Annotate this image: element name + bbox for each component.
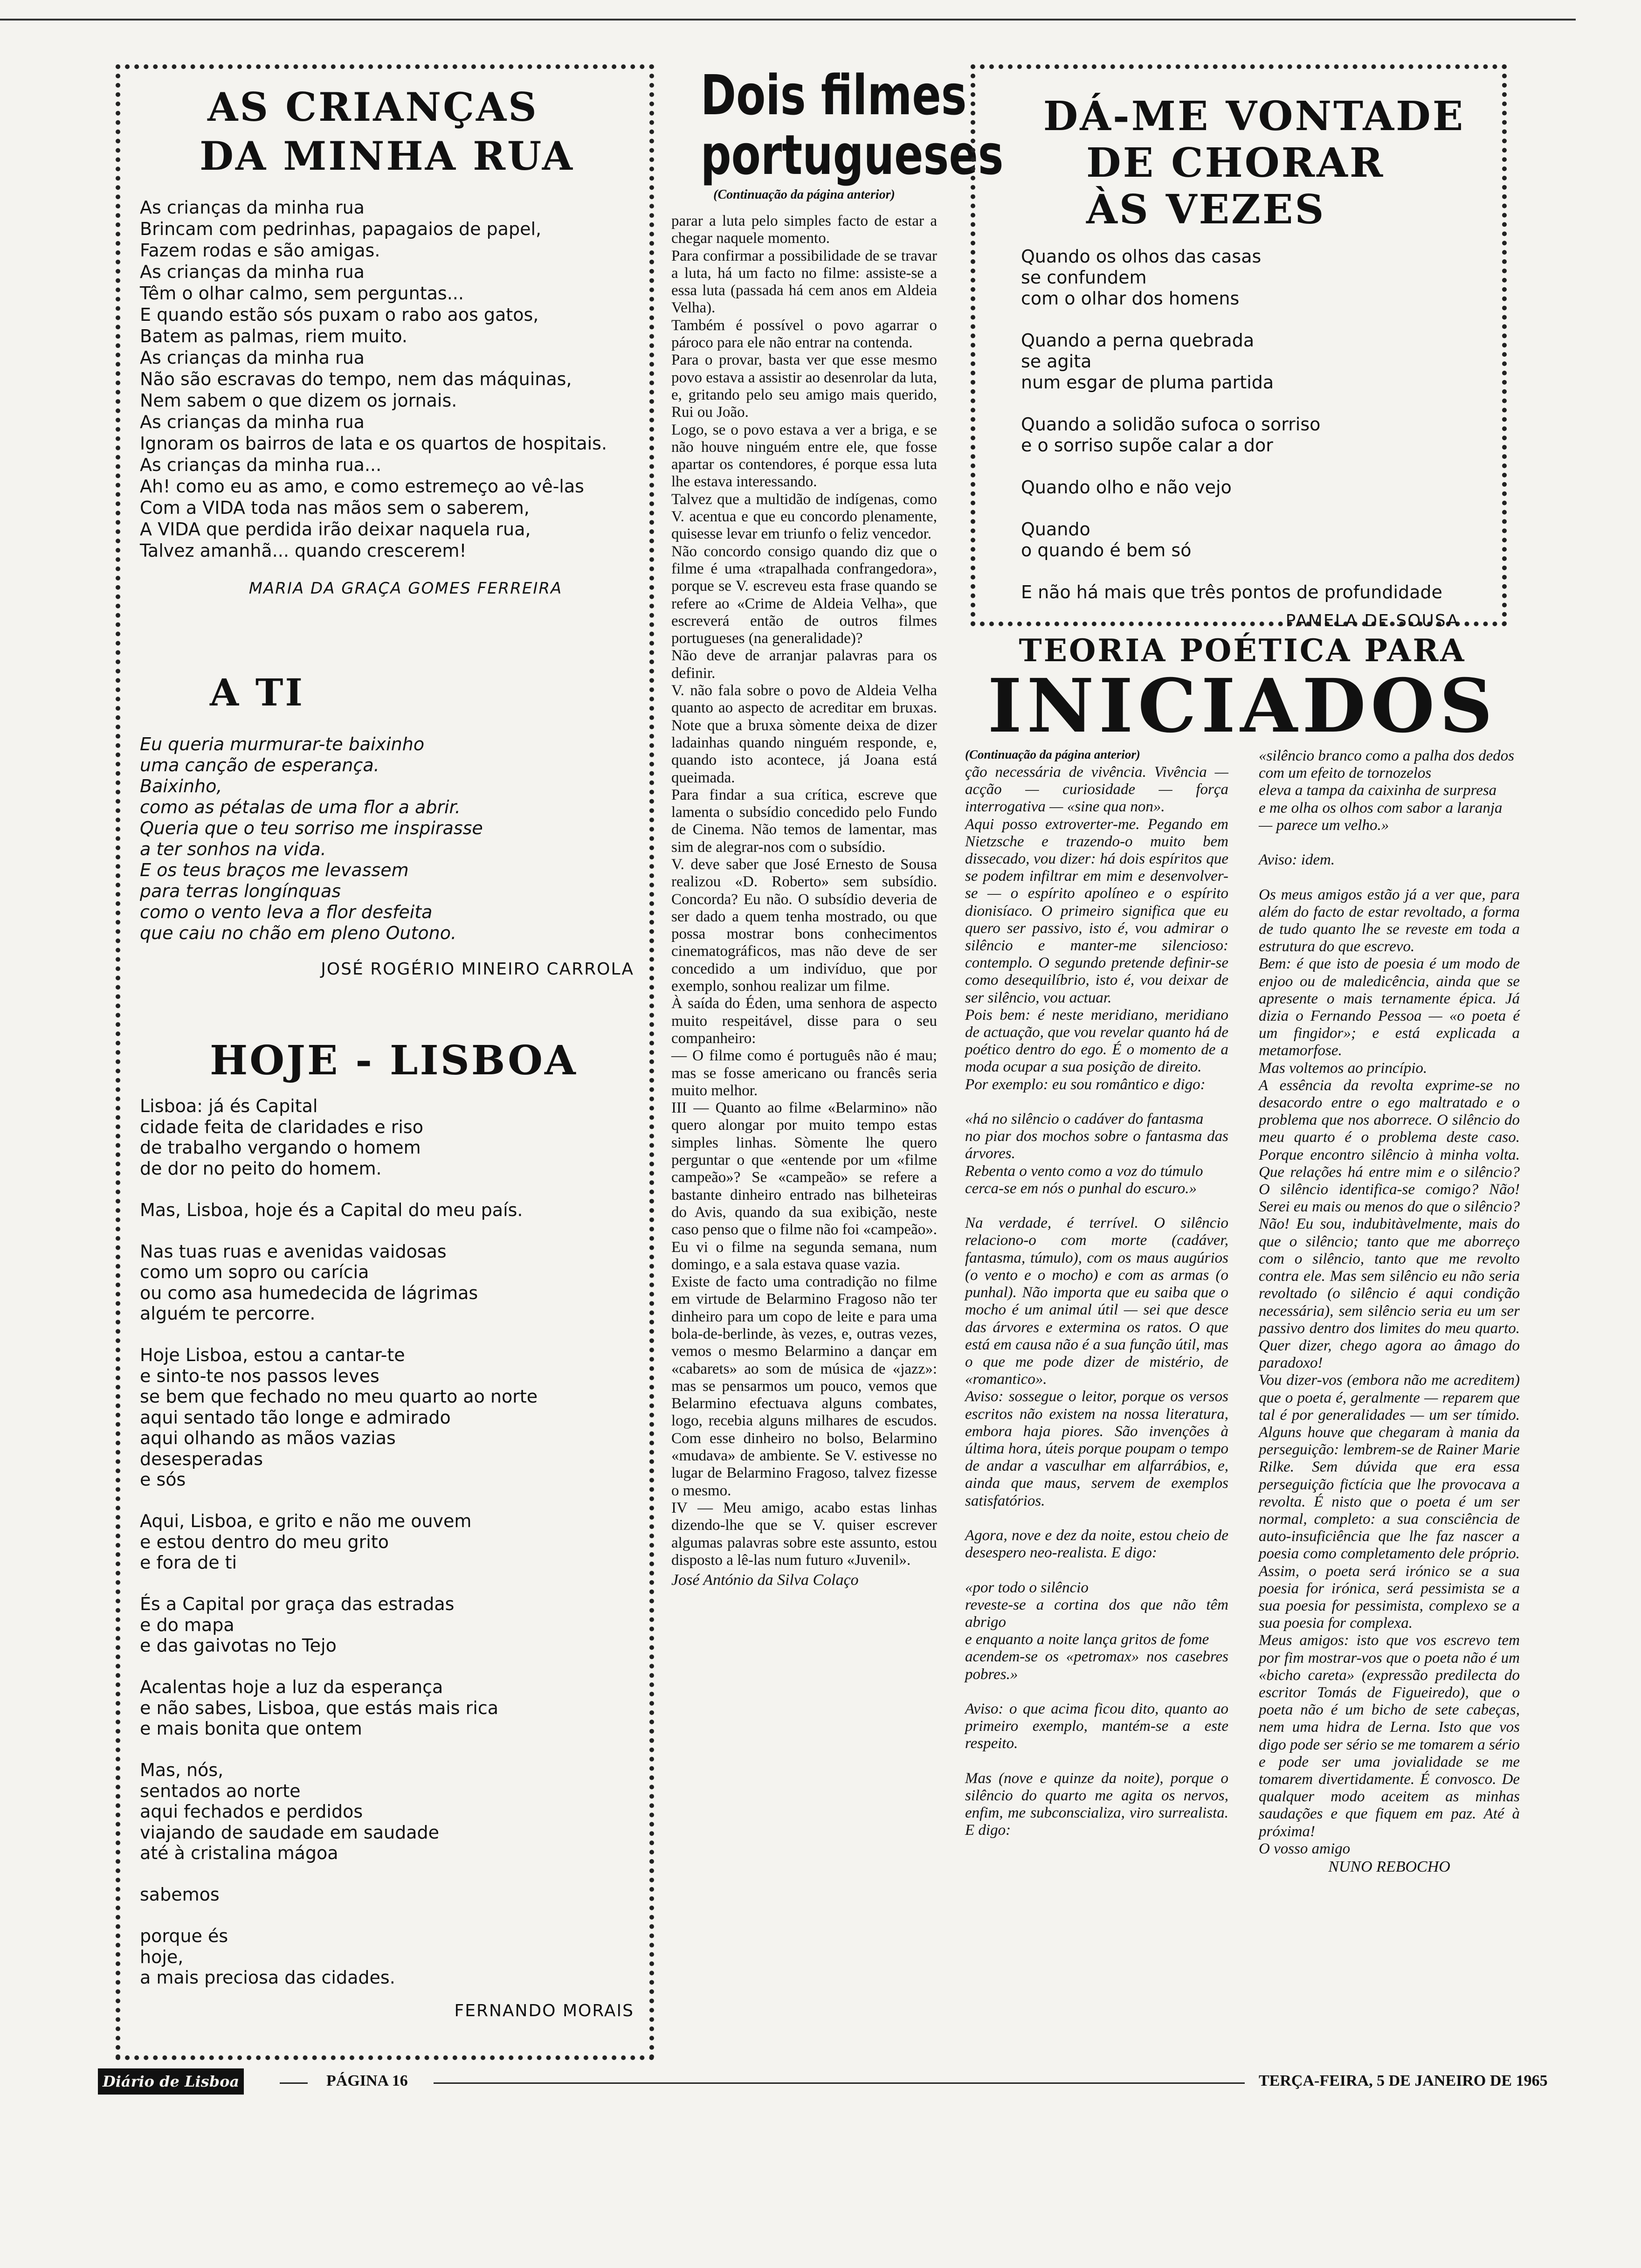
article-author: NUNO REBOCHO: [1328, 1858, 1450, 1875]
top-rule: [0, 19, 1576, 21]
poem-title-line1: DÁ-ME VONTADE: [1043, 93, 1465, 140]
poem-author: FERNANDO MORAIS: [454, 2001, 634, 2020]
continuation-note: (Continuação da página anterior): [713, 187, 895, 202]
masthead-logo: Diário de Lisboa: [98, 2068, 244, 2095]
article-body: parar a luta pelo simples facto de estar a chegar naquele momento. Para confirmar a possibilidade de se travar a luta, há um facto no filme: assiste-se a essa luta (passada há cem anos em Aldeia Velha). Também é possível o povo agarrar o pároco para ele não entrar na contenda. Para o provar, basta ver que esse mesmo povo estava a assistir ao desenrolar da luta, e, gritando pelo seu amigo mais querido, Rui ou João. Logo, se o povo estava a ver a briga, e se não houve ninguém entre ele, que fosse apartar os contendores, é porque essa luta lhe estava interessando. Talvez que a multidão de indígenas, como V. acentua e que eu concordo plenamente, quisesse levar em triunfo o feliz vencedor. Não concordo consigo quando diz que o filme é uma «trapalhada confrangedora», porque se V. escreveu esta frase quando se refere ao «Crime de Aldeia Velha», que escreverá então de outros filmes portugueses (na generalidade)? Não deve de arranjar palavras para os definir. V. não fala sobre o povo de Aldeia Velha quanto ao aspecto de acreditar em bruxas. Note que a bruxa sòmente deixa de dizer ladainhas quando ninguém responde, e, quando isto acontece, já Joana está queimada. Para findar a sua crítica, escreve que lamenta o subsídio concedido pelo Fundo de Cinema. Não temos de lamentar, mas sim de alegrar-nos com o subsídio. V. deve saber que José Ernesto de Sousa realizou «D. Roberto» sem subsídio. Concorda? Eu não. O subsídio deveria de ser dado a quem tenha mostrado, ou que possa mostrar bons conhecimentos cinematográficos, mas não deve de ser concedido a um indivíduo, que por exemplo, sonhou realizar um filme. À saída do Éden, uma senhora de aspecto muito respeitável, disse para o seu companheiro: — O filme como é português não é mau; mas se fosse americano ou francês seria muito melhor. III — Quanto ao filme «Belarmino» não quero alongar por muito tempo estas simples linhas. Sòmente lhe quero perguntar o que «entende por um «filme campeão»? Se «campeão» se refere a bastante dinheiro entrado nas bilheteiras do Avis, quando da sua exibição, neste caso penso que o filme não foi «campeão». Eu vi o filme na segunda semana, num domingo, e a sala estava quase vazia. Existe de facto uma contradição no filme em virtude de Belarmino Fragoso não ter dinheiro para um copo de leite e para uma bola-de-berlinde, às vezes, e, outras vezes, vemos o mesmo Belarmino a dançar em «cabarets» ao som de música de «jazz»: mas se pensarmos um pouco, vemos que Belarmino efectuava alguns combates, logo, recebia alguns milhares de escudos. Com esse dinheiro no bolso, Belarmino «mudava» de ambiente. Se V. estivesse no lugar de Belarmino Fragoso, talvez fizesse o mesmo. IV — Meu amigo, acabo estas linhas dizendo-lhe que se V. quiser escrever algumas palavras sobre este assunto, estou disposto a lê-las num futuro «Juvenil».: [671, 213, 937, 1569]
article-columns: [965, 747, 1520, 1876]
continuation-note: (Continuação da página anterior): [965, 747, 1140, 761]
poem-body: Quando os olhos das casas se confundem com o olhar dos homens Quando a perna quebrada se agita num esgar de pluma partida Quando a solidão sufoca o sorriso e o sorriso supõe calar a dor Quando olho e não vejo Quando o quando é bem só E não há mais que três pontos de profundidade: [1021, 246, 1442, 602]
article-body-col1: ção necessária de vivência. Vivência — acção — curiosidade — força interrogativa — «sine qua non». Aqui posso extroverter-me. Pegando em Nietzsche e trazendo-o muito bem dissecado, vou dizer: há dois espíritos que se podem infiltrar em mim e desenvolver-se — o espírito apolíneo e o espírito dionisíaco. O primeiro significa que eu quero ser passivo, isto é, vou admirar o silêncio e manter-me silencioso: contemplo. O segundo pretende definir-se como desequilíbrio, isto é, vou deixar de ser silêncio, vou actuar. Pois bem: é neste meridiano, meridiano de actuação, que vou revelar quanto há de poético dentro do ego. É o momento de a moda ocupar a sua posição de direito. Por exemplo: eu sou romântico e digo: «há no silêncio o cadáver do fantasma no piar dos mochos sobre o fantasma das árvores. Rebenta o vento como a voz do túmulo cerca-se em nós o punhal do escuro.» Na verdade, é terrível. O silêncio relaciono-o com morte (cadáver, fantasma, túmulo), com os maus augúrios (o vento e o mocho) e com as armas (o punhal). Não importa que eu saiba que o mocho é um animal útil — sei que desce das árvores e extermina os ratos. O que está em causa não é a sua função útil, mas o que me pode dizer de mistério, de «romantico». Aviso: sossegue o leitor, porque os versos escritos não existem na nossa literatura, embora haja piores. São invenções à última hora, úteis porque poupam o tempo de andar a vasculhar em alfarrábios, e, ainda que maus, servem de exemplos satisfatórios. Agora, nove e dez da noite, estou cheio de desespero neo-realista. E digo: «por todo o silêncio reveste-se a cortina dos que não têm abrigo e enquanto a noite lança gritos de fome acendem-se os «petromax» nos casebres pobres.» Aviso: o que acima ficou dito, quanto ao primeiro exemplo, mantém-se a este respeito. Mas (nove e quinze da noite), porque o silêncio do quarto me agita os nervos, enfim, me subconscializa, viro surrealista. E digo:: [965, 764, 1228, 1839]
poem-author: JOSÉ ROGÉRIO MINEIRO CARROLA: [321, 960, 634, 979]
poem-title-line2: DE CHORAR: [1086, 139, 1385, 187]
poem-title-line2: DA MINHA RUA: [200, 133, 574, 179]
footer-rule-left: [280, 2082, 308, 2084]
poem-da-me-vontade: [1021, 93, 1487, 630]
article-body-col2: «silêncio branco como a palha dos dedos com um efeito de tornozelos eleva a tampa da caixinha de surpresa e me olha os olhos com sabor a laranja — parece um velho.» Aviso: idem. Os meus amigos estão já a ver que, para além do facto de estar revoltado, a forma de tudo quanto lhe se reveste em toda a estrutura do que escrevo. Bem: é que isto de poesia é um modo de enjoo ou de maledicência, ainda que se apresente o mais ternamente épica. Já dizia o Fernando Pessoa — «o poeta é um fingidor»; e está explicada a metamorfose. Mas voltemos ao princípio. A essência da revolta exprime-se no desacordo entre o ego maltratado e o problema que nos aborrece. O silêncio do meu quarto é o problema deste caso. Porque encontro silêncio à minha volta. Que relações há entre mim e o silêncio? O silêncio identifica-se comigo? Não! Serei eu mais ou menos do que o silêncio? Não! Eu sou, indubitàvelmente, mais do que o silêncio; tanto que me aborreço com o silêncio, tanto que me revolto contra ele. Mas sem silêncio eu não seria revoltado (o silêncio é aqui condição necessária), sem silêncio seria eu um ser passivo dentro dos limites do meu quarto. Quer dizer, chego agora ao âmago do paradoxo! Vou dizer-vos (embora não me acreditem) que o poeta é, geralmente — reparem que tal é por generalidades — um ser tímido. Alguns houve que chegaram à mania da perseguição: lembrem-se de Rainer Marie Rilke. Sem dúvida que era essa perseguição fictícia que lhe provocava a revolta. É nisto que o poeta é um ser normal, completo: a sua consciência de auto-insuficiência que lhe faz nascer a poesia como completamento dele próprio. Assim, o poeta será irónico se a sua poesia for irónica, será pessimista se a sua poesia for pessimista, complexo se a sua poesia for complexa. Meus amigos: isto que vos escrevo tem por fim mostrar-vos que o poeta não é um «bicho careta» (expressão predilecta do escritor Tomás de Figueiredo), que o poeta não é um bicho de sete cabeças, nem uma hidra de Lerna. Isto que vos digo pode ser sério se me tomarem a sério e pode ser uma jovialidade se me tomarem divertidamente. É convosco. De qualquer modo aceitem as minhas saudações e que fiquem em paz. Até à próxima! O vosso amigo: [1259, 747, 1520, 1857]
poem-author: MARIA DA GRAÇA GOMES FERREIRA: [248, 579, 563, 598]
page-footer: [98, 2068, 1548, 2096]
article-dois-filmes: [671, 63, 1004, 1589]
poem-a-ti: [140, 667, 634, 979]
page-number: PÁGINA 16: [326, 2072, 408, 2089]
article-author: José António da Silva Colaço: [671, 1571, 859, 1589]
issue-date: TERÇA-FEIRA, 5 DE JANEIRO DE 1965: [1259, 2072, 1548, 2089]
poem-title-line1: AS CRIANÇAS: [207, 84, 538, 130]
article-title: INICIADOS: [987, 663, 1497, 749]
poem-title: HOJE - LISBOA: [210, 1037, 578, 1084]
article-title-line1: Dois filmes: [700, 63, 967, 127]
poem-body: As crianças da minha rua Brincam com pedrinhas, papagaios de papel, Fazem rodas e são amigas. As crianças da minha rua Têm o olhar calmo, sem perguntas... E quando estão sós puxam o rabo aos gatos, Batem as palmas, riem muito. As crianças da minha rua Não são escravas do tempo, nem das máquinas, Nem sabem o que dizem os jornais. As crianças da minha rua Ignoram os bairros de lata e os quartos de hospitais. As crianças da minha rua... Ah! como eu as amo, e como estremeço ao vê-las Com a VIDA toda nas mãos sem o saberem, A VIDA que perdida irão deixar naquela rua, Talvez amanhã... quando crescerem!: [140, 197, 607, 561]
poem-criancas: [140, 84, 634, 598]
article-teoria-poetica: [965, 632, 1520, 1876]
poem-title-line3: ÀS VEZES: [1086, 186, 1326, 233]
poem-author: PAMELA DE SOUSA: [1285, 611, 1459, 630]
footer-rule-middle: [434, 2082, 1245, 2084]
poem-title: A TI: [210, 671, 304, 714]
article-title-line2: portugueses: [700, 123, 1004, 187]
poem-body: Lisboa: já és Capital cidade feita de claridades e riso de trabalho vergando o homem de dor no peito do homem. Mas, Lisboa, hoje és a Capital do meu país. Nas tuas ruas e avenidas vaidosas como um sopro ou carícia ou como asa humedecida de lágrimas alguém te percorre. Hoje Lisboa, estou a cantar-te e sinto-te nos passos leves se bem que fechado no meu quarto ao norte aqui sentado tão longe e admirado aqui olhando as mãos vazias desesperadas e sós Aqui, Lisboa, e grito e não me ouvem e estou dentro do meu grito e fora de ti És a Capital por graça das estradas e do mapa e das gaivotas no Tejo Acalentas hoje a luz da esperança e não sabes, Lisboa, que estás mais rica e mais bonita que ontem Mas, nós, sentados ao norte aqui fechados e perdidos viajando de saudade em saudade até à cristalina mágoa sabemos porque és hoje, a mais preciosa das cidades.: [140, 1096, 538, 1988]
article-column-1: [965, 747, 1228, 1876]
article-kicker: TEORIA POÉTICA PARA: [1019, 632, 1466, 669]
poem-body: Eu queria murmurar-te baixinho uma canção de esperança. Baixinho, como as pétalas de uma flor a abrir. Queria que o teu sorriso me inspirasse a ter sonhos na vida. E os teus braços me levassem para terras longínquas como o vento leva a flor desfeita que caiu no chão em pleno Outono.: [140, 734, 483, 943]
poem-hoje-lisboa: [140, 1035, 634, 2020]
article-column-2: [1259, 747, 1520, 1876]
